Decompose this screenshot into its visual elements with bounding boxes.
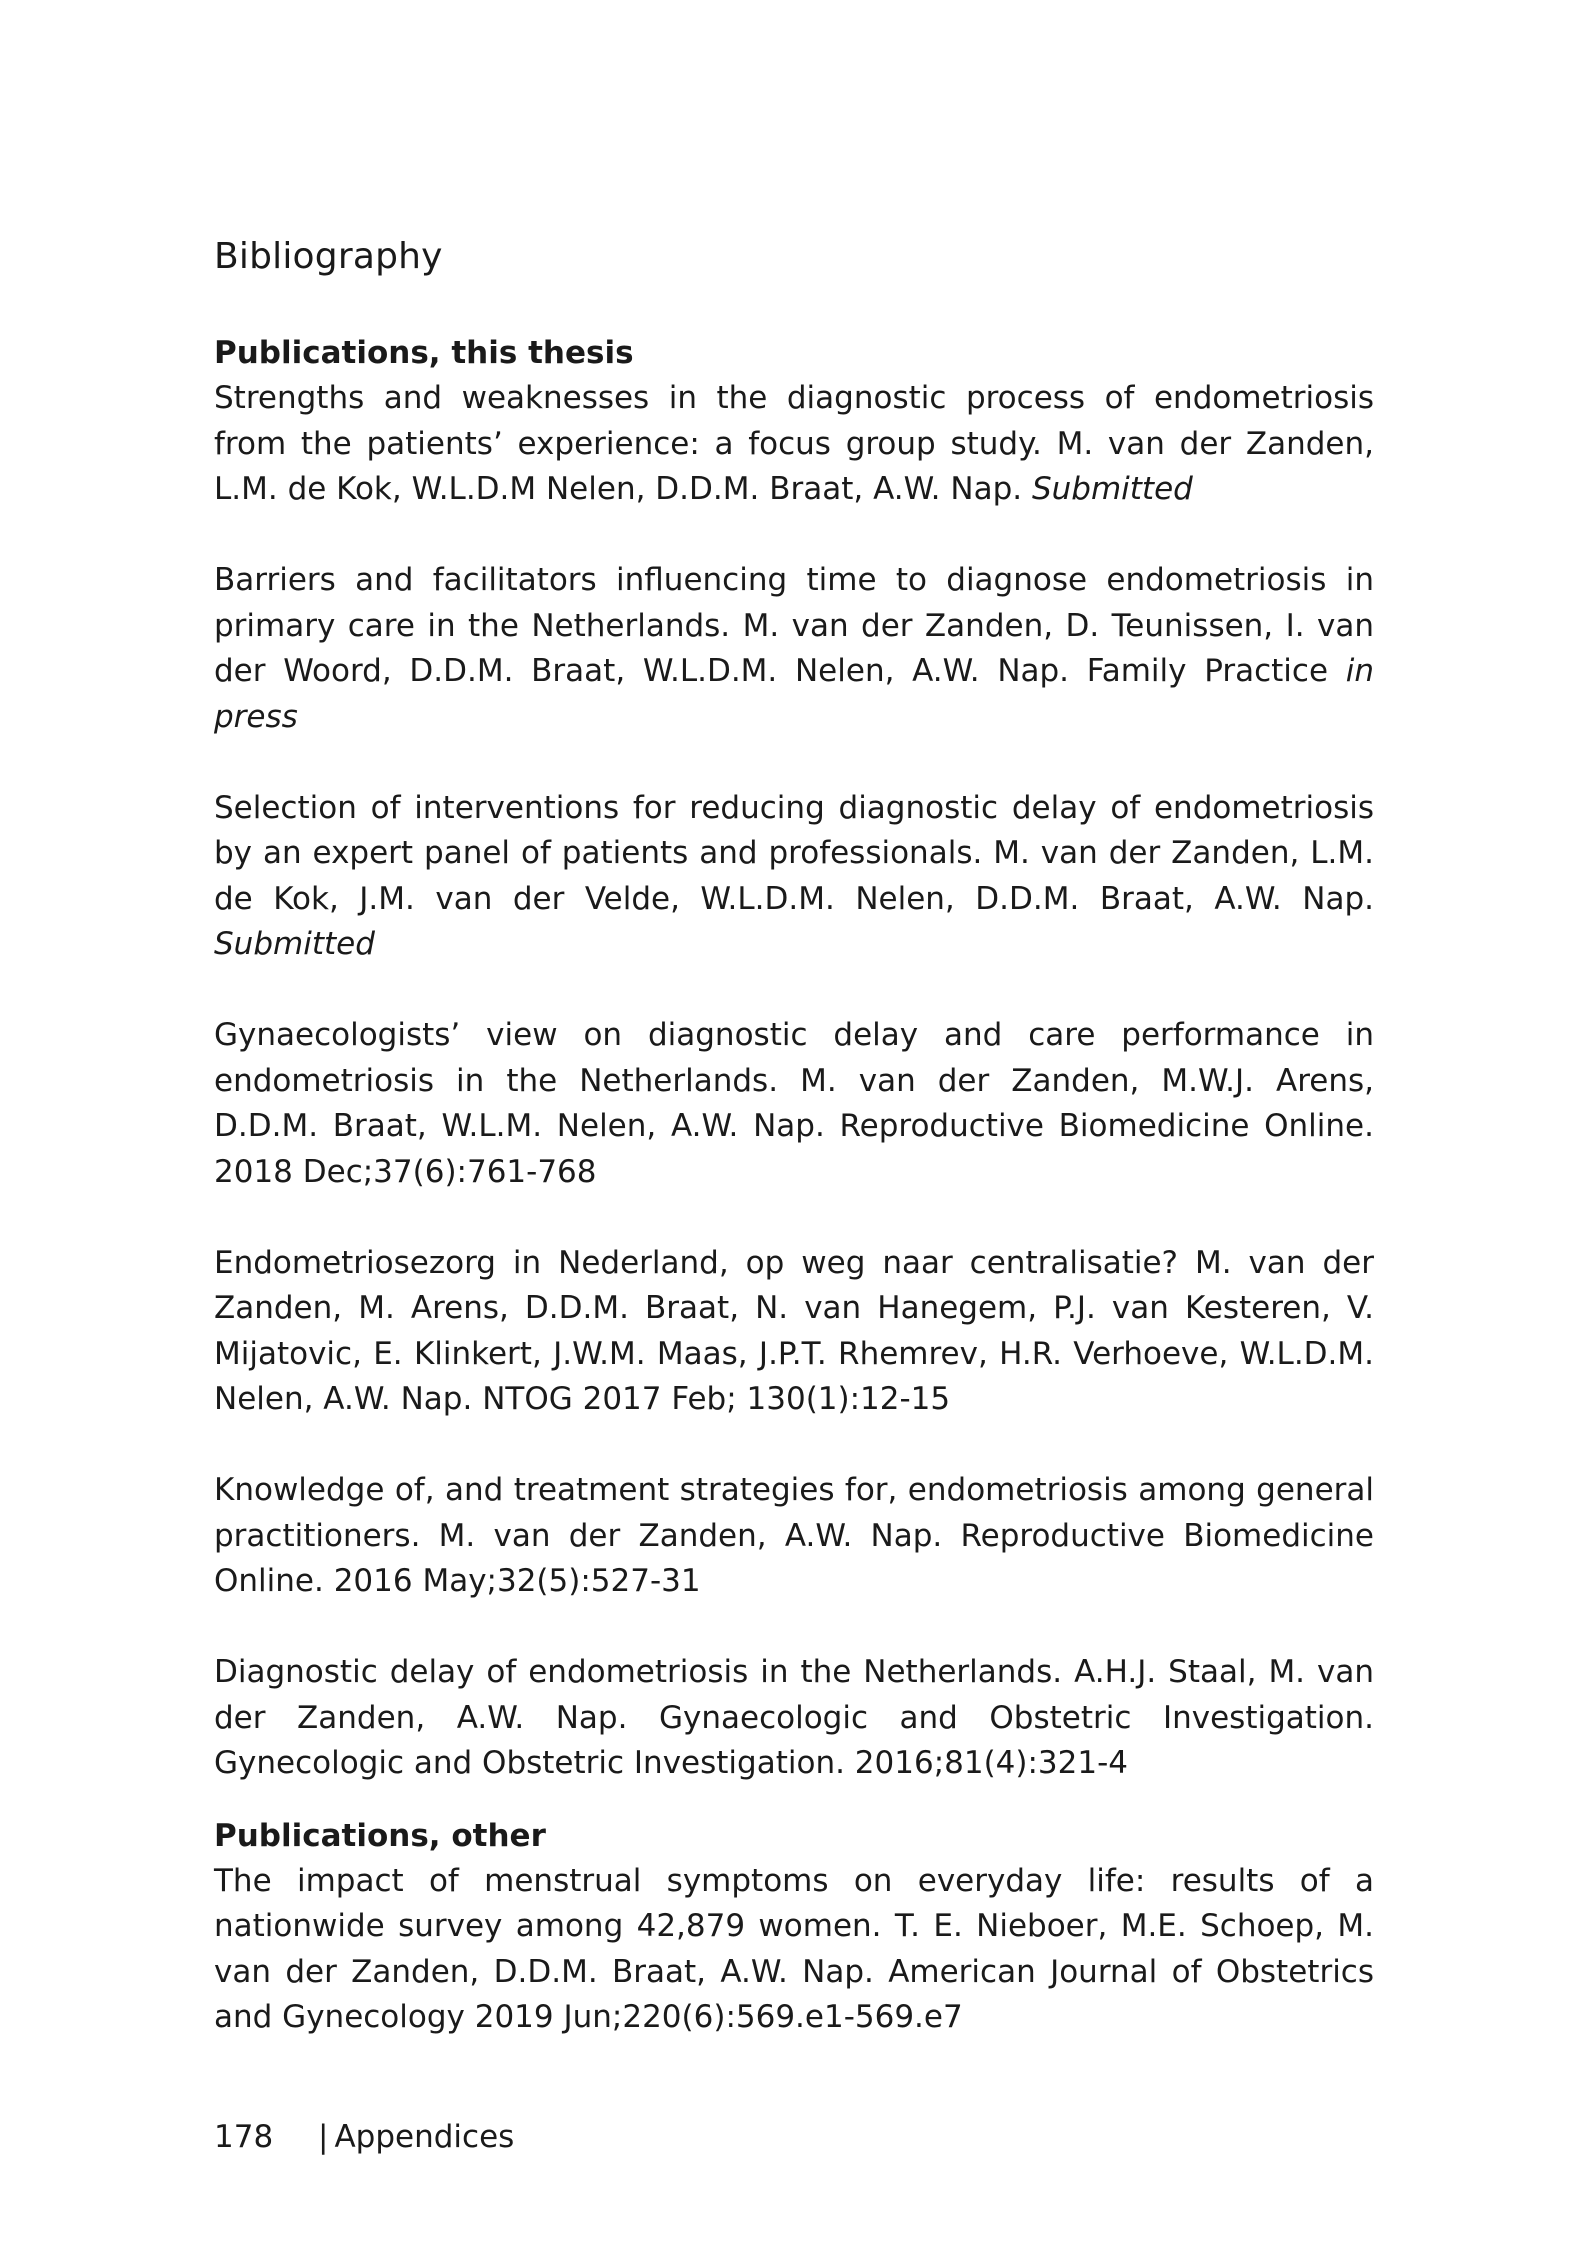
bibliography-entry [214, 558, 1374, 740]
section-heading: Publications, other [214, 1817, 546, 1854]
entry-text: Selection of interventions for reducing diagnostic delay of endometriosis by an expert panel of patients and professionals. M. van der Zanden, L.M. de Kok, J.M. van der Velde, W.L.D.M. Nelen, D.D.M. Braat, A.W. Nap. [214, 789, 1374, 917]
entry-text: Strengths and weaknesses in the diagnostic process of endometriosis from the patients’ experience: a focus group study. M. van der Zanden, L.M. de Kok, W.L.D.M Nelen, D.D.M. Braat, A.W. Nap. [214, 380, 1374, 507]
entry-status: in press [214, 653, 1374, 735]
page-title: Bibliography [214, 236, 443, 277]
bibliography-entry [214, 376, 1374, 513]
bibliography-entry [214, 1013, 1374, 1195]
entry-text: Knowledge of, and treatment strategies for, endometriosis among general practitioners. M. van der Zanden, A.W. Nap. Reproductive Biomedicine Online. 2016 May;32(5):527-31 [214, 1472, 1374, 1599]
bibliography-entry [214, 1468, 1374, 1605]
entry-status: Submitted [214, 926, 375, 962]
entry-text: Gynaecologists’ view on diagnostic delay and care performance in endometriosis in the Netherlands. M. van der Zanden, M.W.J. Arens, D.D.M. Braat, W.L.M. Nelen, A.W. Nap. Reproductive Biomedicine Online. 2018 Dec;37(6):761-768 [214, 1017, 1374, 1190]
entry-text: Barriers and facilitators influencing time to diagnose endometriosis in primary care in the Netherlands. M. van der Zanden, D. Teunissen, I. van der Woord, D.D.M. Braat, W.L.D.M. Nelen, A.W. Nap. Family Practice [214, 562, 1374, 689]
entry-text: Endometriosezorg in Nederland, op weg naar centralisatie? M. van der Zanden, M. Arens, D.D.M. Braat, N. van Hanegem, P.J. van Kesteren, V. Mijatovic, E. Klinkert, J.W.M. Maas, J.P.T. Rhemrev, H.R. Verhoeve, W.L.D.M. Nelen, A.W. Nap. NTOG 2017 Feb; 130(1):12-15 [214, 1244, 1374, 1417]
bibliography-content [214, 330, 1374, 2086]
bibliography-entry [214, 1650, 1374, 1787]
entry-text: Diagnostic delay of endometriosis in the Netherlands. A.H.J. Staal, M. van der Zanden, A.W. Nap. Gynaecologic and Obstetric Investigation. Gynecologic and Obstetric Investigation. 2016;81(4):321-4 [214, 1654, 1374, 1781]
bibliography-entry [214, 786, 1374, 968]
footer-section-label: Appendices [334, 2119, 515, 2155]
footer-separator: | [318, 2119, 329, 2155]
bibliography-entry [214, 1859, 1374, 2041]
page-number: 178 [214, 2119, 274, 2155]
bibliography-entry [214, 1241, 1374, 1423]
section-heading: Publications, this thesis [214, 335, 634, 371]
page-footer [214, 2114, 514, 2160]
entry-text: The impact of menstrual symptoms on everyday life: results of a nationwide survey among 42,879 women. T. E. Nieboer, M.E. Schoep, M. van der Zanden, D.D.M. Braat, A.W. Nap. American Journal of Obstetrics and Gynecology 2019 Jun;220(6):569.e1-569.e7 [214, 1862, 1374, 2035]
entry-status: Submitted [1031, 471, 1193, 507]
